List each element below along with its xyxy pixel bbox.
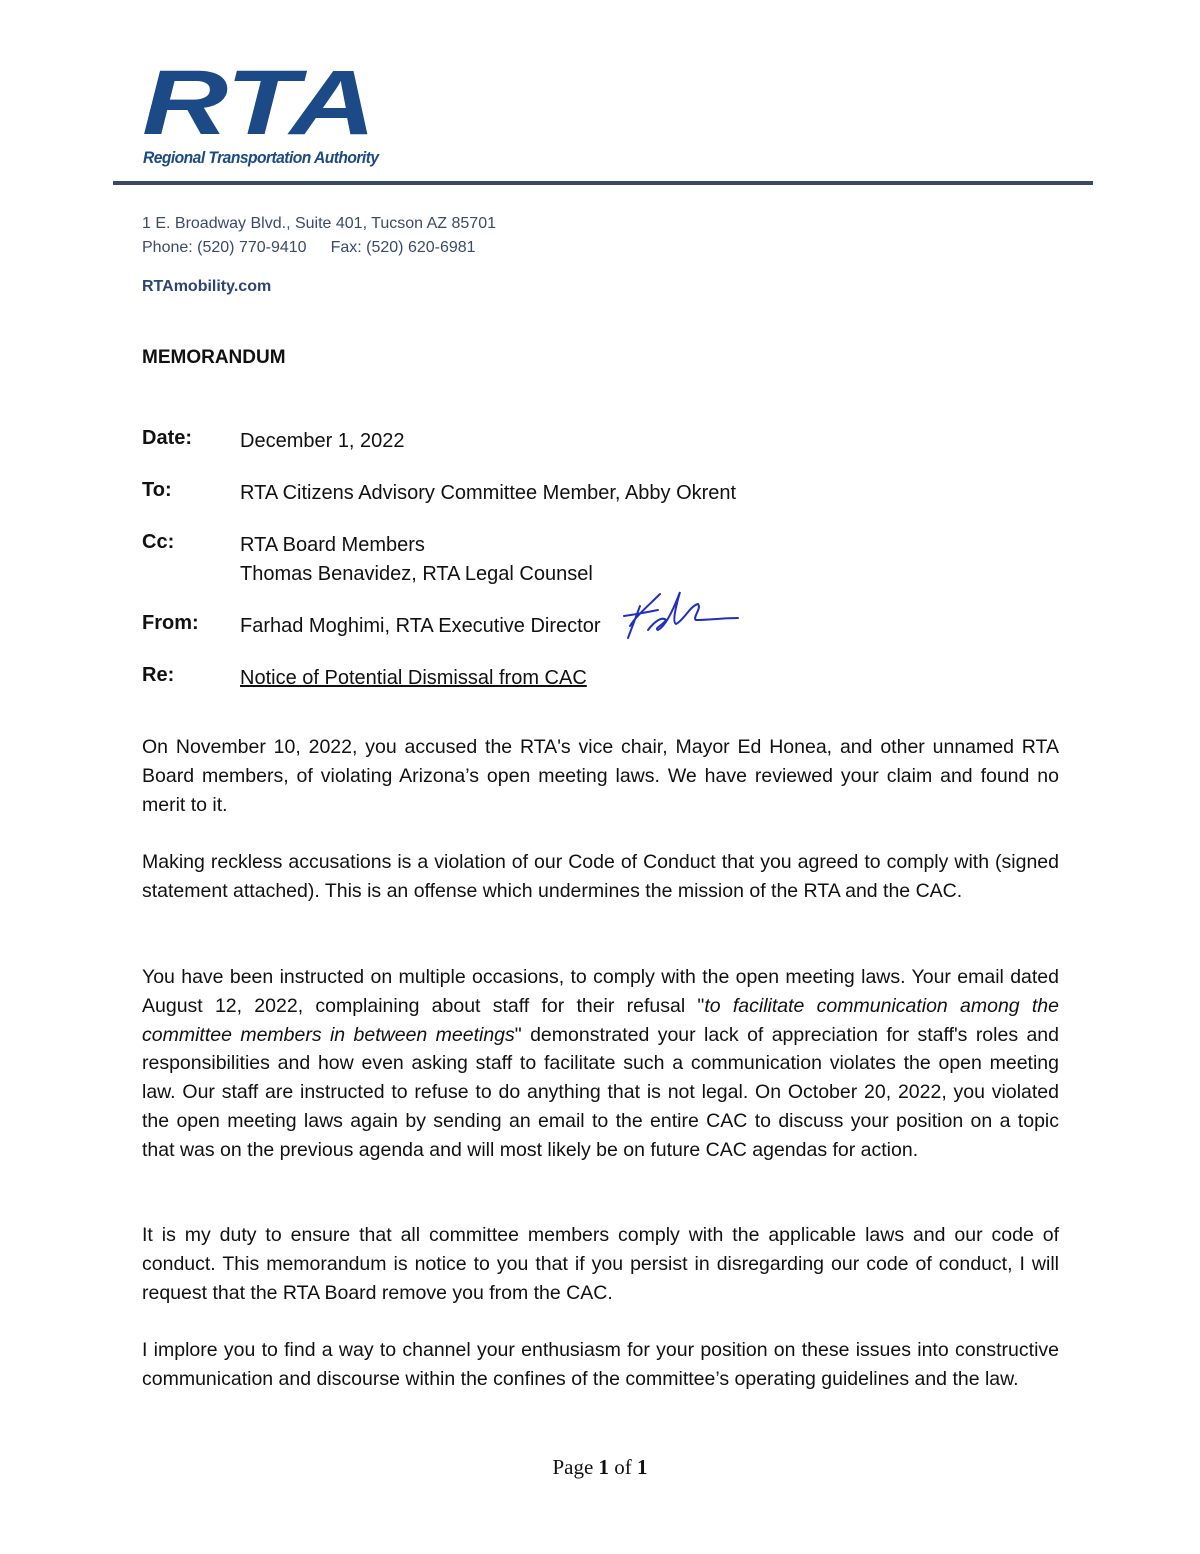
date-label: Date: [142, 427, 193, 449]
text-run: " demonstrated your lack of appreciation for staff's roles and responsibilities and how even asking staff to facilitate such a communication violates the open meeting law. Our staff are instructed to refuse to do anything that is not legal. On October 20, 2022, you violated the open meeting laws again by sending an email to the entire CAC to discuss your position on a topic that was on the previous agenda and will most likely be on future CAC agendas for action. [142, 1023, 1060, 1161]
paragraph-4 [142, 1221, 1059, 1307]
paragraph-1 [142, 733, 1059, 819]
date-value: December 1, 2022 [240, 430, 405, 452]
paragraph-text: On November 10, 2022, you accused the RTA's vice chair, Mayor Ed Honea, and other unnamed RTA Board members, of violating Arizona’s open meeting laws. We have reviewed your claim and found no merit to it. [142, 736, 1059, 816]
cc-value-1: RTA Board Members [240, 534, 425, 556]
re-value: Notice of Potential Dismissal from CAC [240, 667, 587, 689]
phone: Phone: (520) 770-9410 [142, 239, 307, 256]
website-link[interactable]: RTAmobility.com [142, 278, 272, 295]
paragraph-text: I implore you to find a way to channel your enthusiasm for your position on these issues into constructive communication and discourse within the confines of the committee’s operating guidelines and the law. [142, 1339, 1059, 1390]
to-label: To: [142, 479, 172, 501]
paragraph-text [142, 963, 1059, 1165]
page-number [0, 1455, 1200, 1480]
cc-value-2: Thomas Benavidez, RTA Legal Counsel [240, 563, 593, 585]
svg-text:RTA: RTA [142, 62, 376, 142]
page-of: of [609, 1455, 638, 1479]
paragraph-2 [142, 848, 1059, 906]
paragraph-3 [142, 963, 1059, 1165]
address: 1 E. Broadway Blvd., Suite 401, Tucson AZ 85701 [142, 215, 496, 232]
current-page: 1 [598, 1455, 610, 1479]
org-name: Regional Transportation Authority [143, 148, 379, 167]
text-run: You have been instructed on multiple occasions, to comply with the open meeting laws. Your email dated August 12, 2022, complaining about staff for their refusal " [142, 966, 1059, 1017]
header-divider [113, 181, 1093, 185]
to-value: RTA Citizens Advisory Committee Member, Abby Okrent [240, 482, 737, 504]
from-value: Farhad Moghimi, RTA Executive Director [240, 615, 601, 637]
page-prefix: Page [552, 1455, 599, 1479]
paragraph-text: Making reckless accusations is a violation of our Code of Conduct that you agreed to comply with (signed statement attached). This is an offense which undermines the mission of the RTA and the CAC. [142, 851, 1059, 902]
total-pages: 1 [637, 1455, 648, 1479]
rta-logo-mark-icon [140, 62, 380, 142]
cc-label: Cc: [142, 531, 175, 553]
fax: Fax: (520) 620-6981 [330, 239, 476, 256]
paragraph-text: It is my duty to ensure that all committee members comply with the applicable laws and our code of conduct. This memorandum is notice to you that if you persist in disregarding our code of conduct, I will request that the RTA Board remove you from the CAC. [142, 1224, 1059, 1304]
rta-logo [140, 62, 380, 167]
from-label: From: [142, 612, 199, 634]
address-block [142, 212, 496, 260]
quoted-text: to facilitate communication among the committee members in between meetings [142, 994, 1060, 1046]
memo-title: MEMORANDUM [142, 347, 286, 368]
re-label: Re: [142, 664, 175, 686]
signature-icon [618, 586, 743, 641]
paragraph-5 [142, 1336, 1059, 1394]
